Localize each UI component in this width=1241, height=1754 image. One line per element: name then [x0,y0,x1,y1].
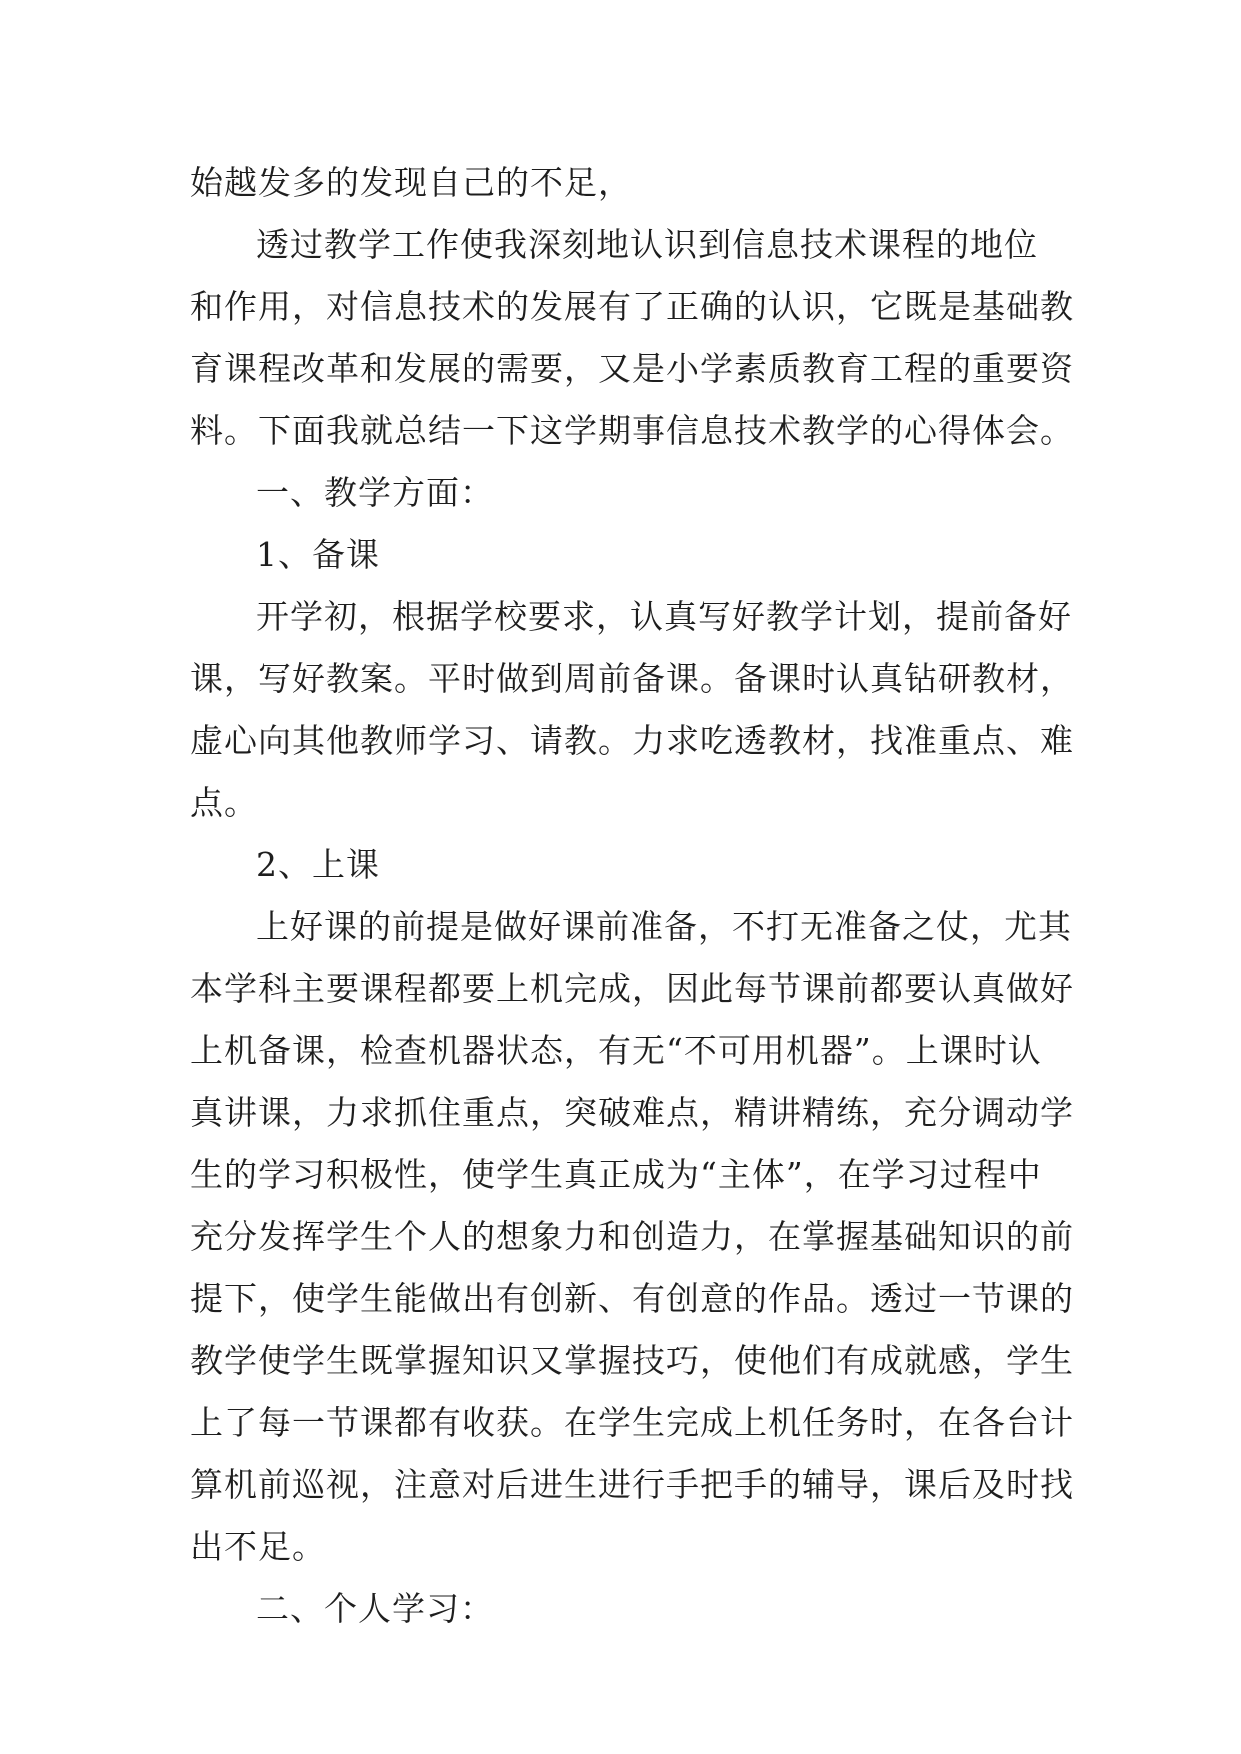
text-line: 上好课的前提是做好课前准备，不打无准备之仗，尤其 [256,907,1072,946]
text-line: 和作用，对信息技术的发展有了正确的认识，它既是基础教 [190,287,1074,326]
text-line: 虚心向其他教师学习、请教。力求吃透教材，找准重点、难 [190,721,1074,760]
text-line: 出不足。 [190,1527,326,1566]
section-heading: 一、教学方面： [256,473,494,512]
text-line: 提下，使学生能做出有创新、有创意的作品。透过一节课的 [190,1279,1074,1318]
text-line: 育课程改革和发展的需要，又是小学素质教育工程的重要资 [190,349,1074,388]
document-body [190,152,1074,1640]
text-line: 透过教学工作使我深刻地认识到信息技术课程的地位 [256,225,1038,264]
subsection-heading: 1、备课 [256,535,380,574]
text-line: 本学科主要课程都要上机完成，因此每节课前都要认真做好 [190,969,1074,1008]
section-heading: 二、个人学习： [256,1589,494,1628]
text-line: 始越发多的发现自己的不足， [190,163,632,202]
text-line: 点。 [190,783,258,822]
text-line: 开学初，根据学校要求，认真写好教学计划，提前备好 [256,597,1072,636]
text-line: 生的学习积极性，使学生真正成为“主体”，在学习过程中 [190,1155,1042,1194]
text-line: 课，写好教案。平时做到周前备课。备课时认真钻研教材， [190,659,1074,698]
text-line: 真讲课，力求抓住重点，突破难点，精讲精练，充分调动学 [190,1093,1074,1132]
text-line: 料。下面我就总结一下这学期事信息技术教学的心得体会。 [190,411,1074,450]
text-line: 教学使学生既掌握知识又掌握技巧，使他们有成就感，学生 [190,1341,1074,1380]
text-line: 充分发挥学生个人的想象力和创造力，在掌握基础知识的前 [190,1217,1074,1256]
text-line: 算机前巡视，注意对后进生进行手把手的辅导，课后及时找 [190,1465,1074,1504]
subsection-heading: 2、上课 [256,845,380,884]
text-line: 上了每一节课都有收获。在学生完成上机任务时，在各台计 [190,1403,1074,1442]
text-line: 上机备课，检查机器状态，有无“不可用机器”。上课时认 [190,1031,1042,1070]
